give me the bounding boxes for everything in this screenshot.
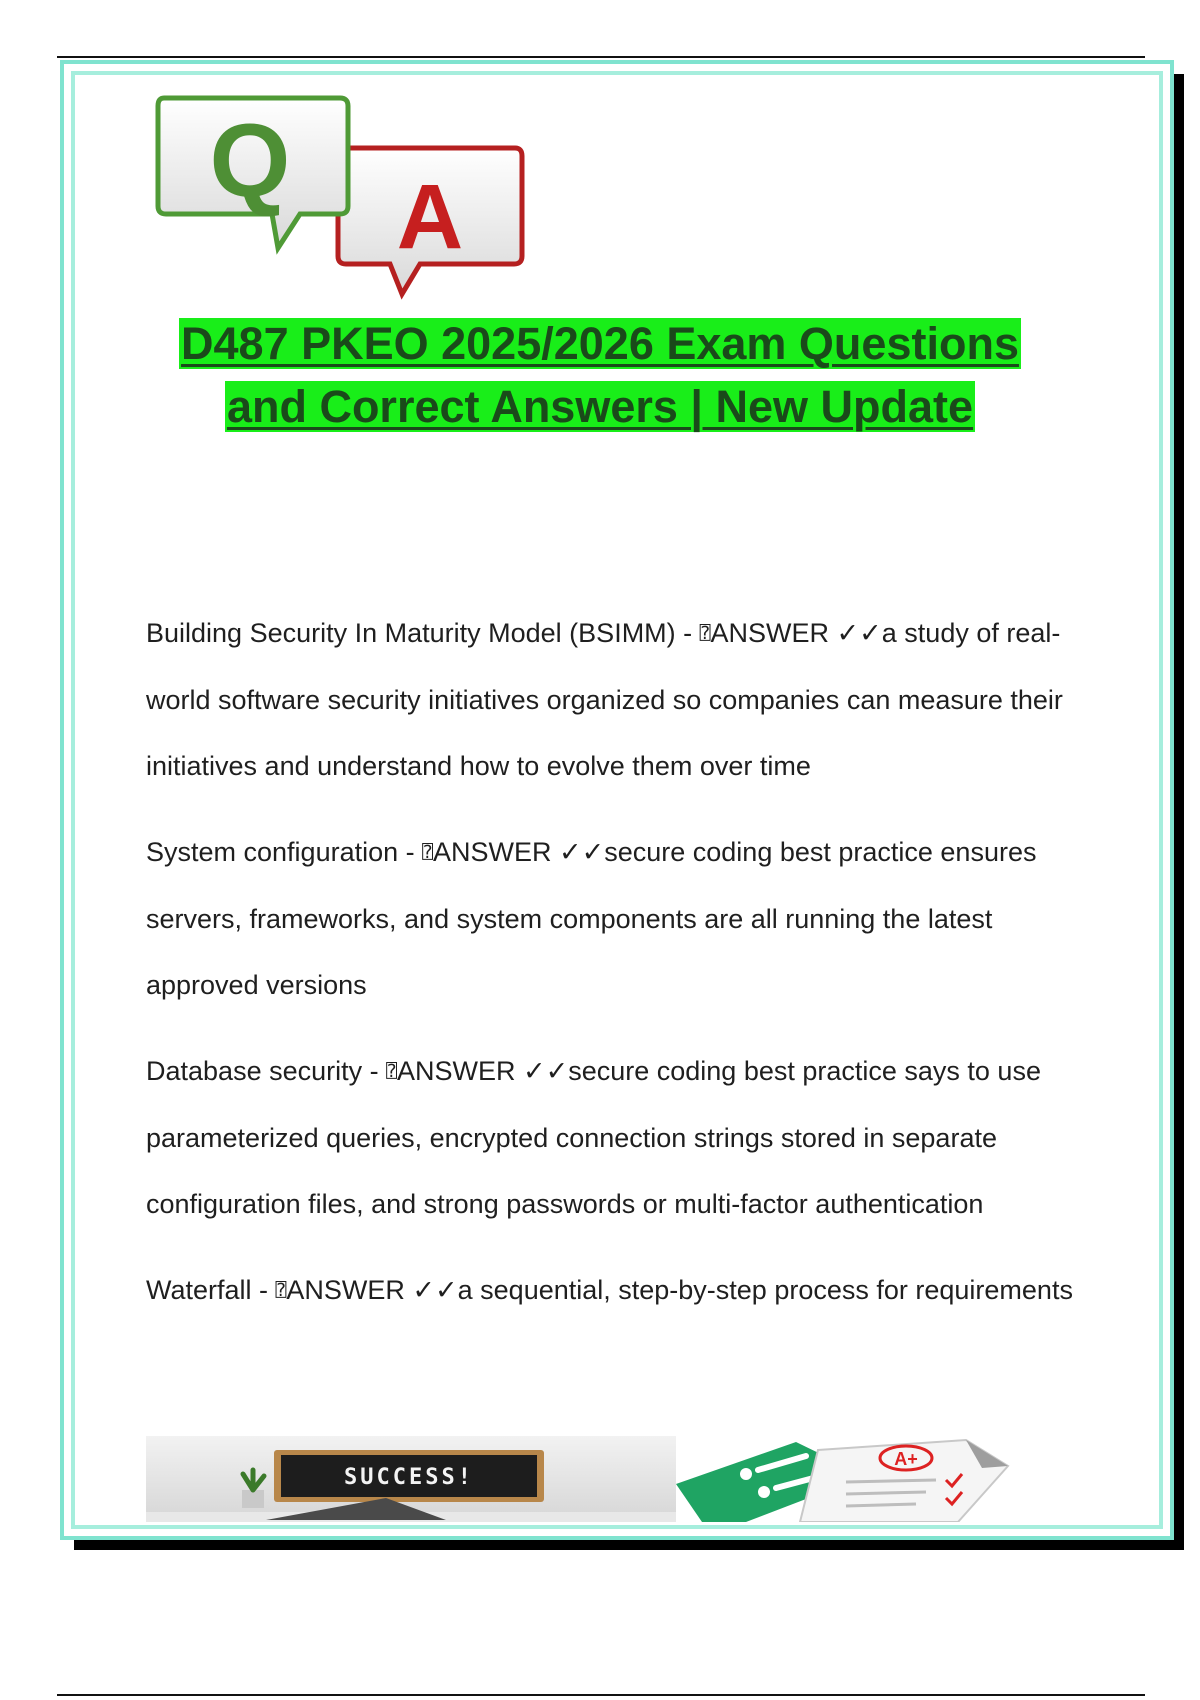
missing-glyph-icon: ⍰ [275, 1280, 287, 1301]
qa-item: Database security - ⍰ANSWER ✓✓secure coding best practice says to use parameterized queries, encrypted connection strings stored in separate configuration files, and strong passwords or multi-factor authentication [146, 1056, 1041, 1219]
answer-marker: ANSWER ✓✓ [396, 1056, 569, 1086]
success-text: SUCCESS! [344, 1465, 474, 1490]
title-line-1: D487 PKEO 2025/2026 Exam Questions [181, 318, 1019, 369]
bottom-banner [146, 1436, 1090, 1522]
qa-answer: a study of real-world software security initiatives organized so companies can measure their initiatives and understand how to evolve them over time [146, 618, 1063, 781]
qa-term: Building Security In Maturity Model (BSIMM) [146, 618, 676, 648]
bottom-rule [57, 1694, 1145, 1696]
qa-answer: secure coding best practice says to use parameterized queries, encrypted connection strings stored in separate configuration files, and strong passwords or multi-factor authentication [146, 1056, 1041, 1219]
document-title [100, 312, 1100, 438]
top-rule [57, 56, 1145, 58]
title-line-2: and Correct Answers | New Update [226, 381, 974, 432]
qa-item: System configuration - ⍰ANSWER ✓✓secure coding best practice ensures servers, frameworks, and system components are all running the latest approved versions [146, 837, 1037, 1000]
qa-logo [150, 88, 530, 318]
missing-glyph-icon: ⍰ [699, 623, 711, 644]
qa-answer: secure coding best practice ensures servers, frameworks, and system components are all running the latest approved versions [146, 837, 1037, 1000]
answer-marker: ANSWER ✓✓ [286, 1275, 458, 1305]
qa-term: Database security [146, 1056, 363, 1086]
a-letter: A [396, 166, 464, 268]
answer-marker: ANSWER ✓✓ [432, 837, 605, 867]
qa-item: Building Security In Maturity Model (BSIMM) - ⍰ANSWER ✓✓a study of real-world software security initiatives organized so companies can measure their initiatives and understand how to evolve them over time [146, 618, 1063, 781]
q-letter: Q [209, 103, 291, 219]
qa-list [146, 600, 1106, 1344]
missing-glyph-icon: ⍰ [386, 1061, 397, 1082]
qa-term: Waterfall [146, 1275, 252, 1305]
qa-item: Waterfall - ⍰ANSWER ✓✓a sequential, step-by-step process for requirements [146, 1275, 1073, 1305]
qa-term: System configuration [146, 837, 399, 867]
grade-text: A+ [894, 1449, 918, 1469]
answer-marker: ANSWER ✓✓ [710, 618, 882, 648]
qa-answer: a sequential, step-by-step process for requirements [457, 1275, 1073, 1305]
missing-glyph-icon: ⍰ [422, 842, 433, 863]
